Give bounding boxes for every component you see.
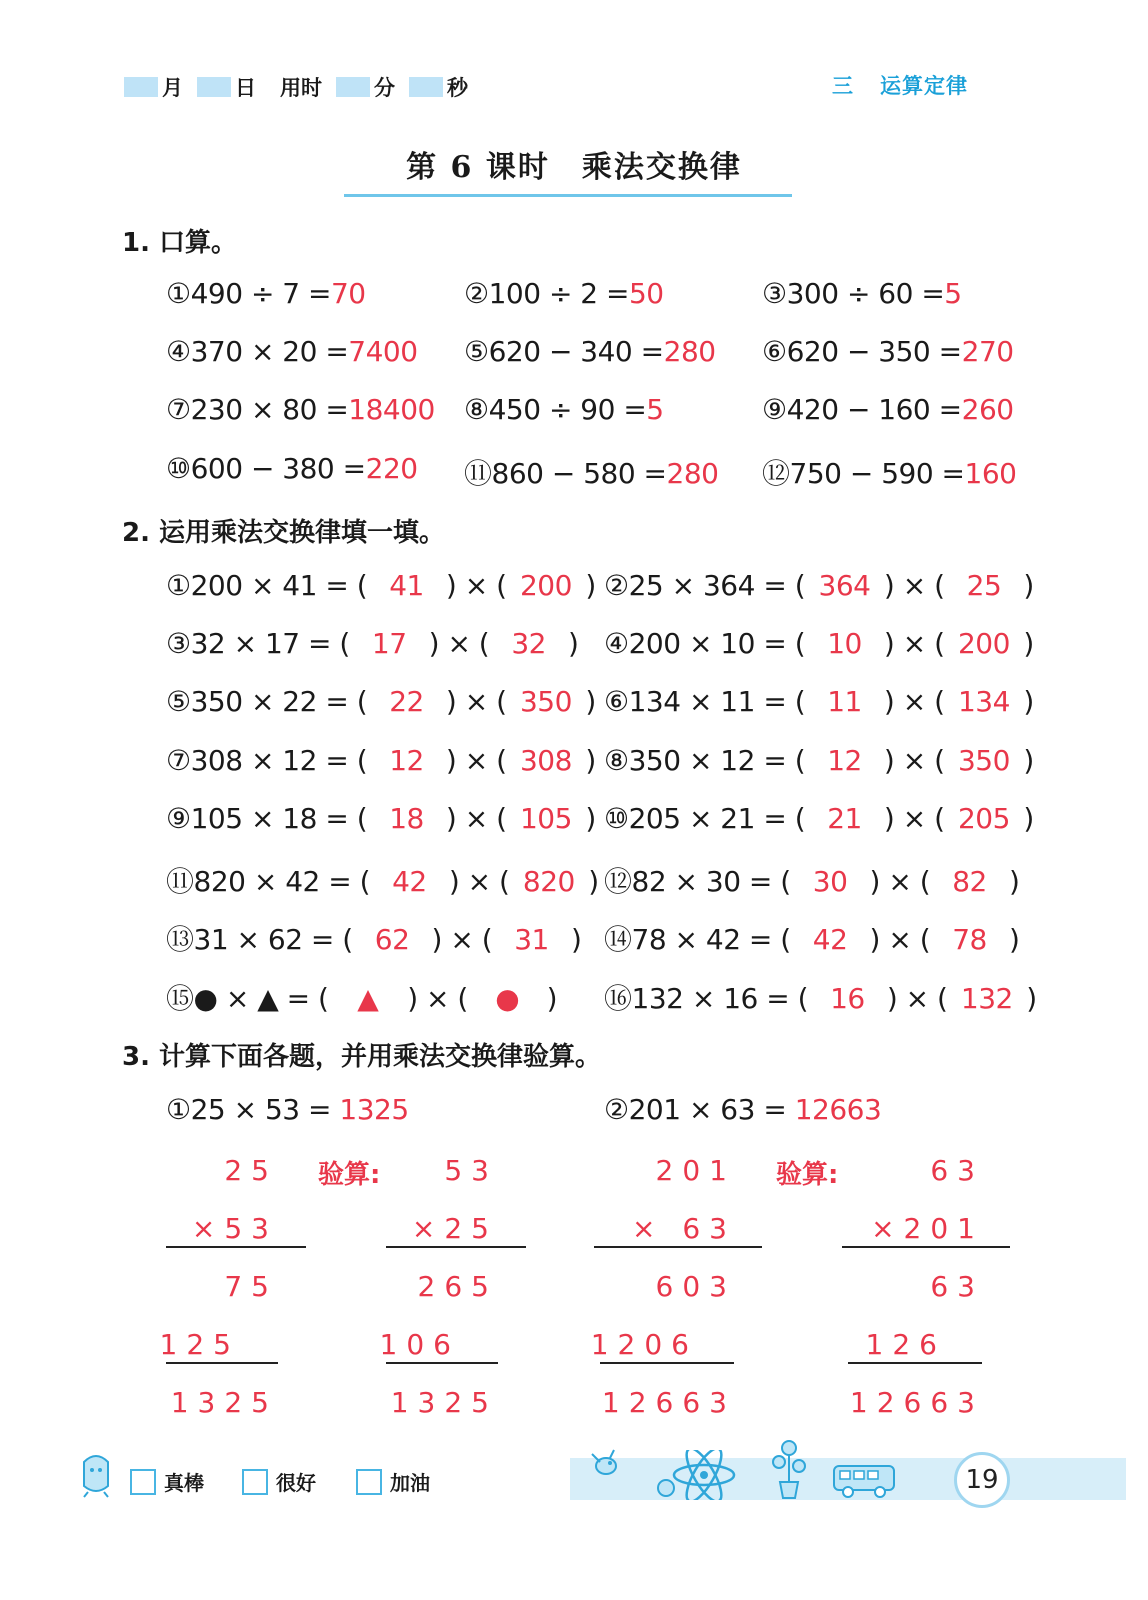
q2-item [604, 802, 1034, 835]
vertical-result-3: 12663 [849, 1386, 984, 1419]
q2-item [166, 569, 596, 602]
q1-question: ⑪860 − 580 = [464, 457, 667, 490]
q1-answer[interactable]: 270 [961, 335, 1014, 368]
q1-answer[interactable]: 70 [330, 277, 366, 310]
open-paren: ( [348, 802, 376, 835]
q3-problem-2 [604, 1093, 881, 1126]
vertical-p1-0: 75 [224, 1270, 278, 1303]
q2-answer-second[interactable]: 82 [952, 865, 987, 898]
vertical-top-1: 53 [444, 1154, 498, 1187]
open-paren: ( [348, 685, 376, 718]
q2-answer-first[interactable]: 41 [389, 569, 424, 602]
q1-item [166, 335, 418, 368]
q3-heading: 3. 计算下面各题，并用乘法交换律验算。 [122, 1042, 602, 1072]
q1-answer[interactable]: 7400 [348, 335, 418, 368]
bird-icon [588, 1446, 624, 1484]
q1-item [166, 393, 435, 426]
vertical-rule-1 [842, 1246, 1010, 1248]
q2-item [166, 627, 578, 660]
times-between-parens: ) × ( [878, 982, 956, 1015]
vertical-p2-2: 1206 [590, 1328, 698, 1361]
open-paren: ( [786, 744, 814, 777]
q3-problem-2-question: ②201 × 63 = [604, 1093, 787, 1126]
vertical-multiplier-3: ×201 [871, 1212, 984, 1245]
vertical-rule-2 [386, 1362, 498, 1364]
open-paren: ( [786, 802, 814, 835]
close-paren: ) [1014, 744, 1034, 777]
close-paren: ) [576, 744, 596, 777]
open-paren: ( [771, 923, 800, 956]
q3-problem-1-question: ①25 × 53 = [166, 1093, 331, 1126]
seconds-label: 秒 [447, 76, 468, 100]
q1-item [762, 393, 1014, 426]
q2-item [166, 918, 581, 958]
close-paren: ) [576, 569, 596, 602]
q1-answer[interactable]: 5 [646, 393, 664, 426]
q2-item [604, 977, 1037, 1017]
vertical-rule-1 [386, 1246, 526, 1248]
close-paren: ) [1014, 685, 1034, 718]
vertical-top-3: 63 [930, 1154, 984, 1187]
close-paren: ) [579, 865, 599, 898]
q1-question: ④370 × 20 = [166, 335, 349, 368]
close-paren: ) [1014, 569, 1034, 602]
vertical-p2-0: 125 [159, 1328, 240, 1361]
open-paren: ( [309, 982, 337, 1015]
q2-answer-first[interactable]: 12 [827, 744, 862, 777]
times-between-parens: ) × ( [861, 865, 939, 898]
q2-answer-first[interactable]: 21 [827, 802, 862, 835]
q2-answer-second[interactable]: 350 [519, 685, 572, 718]
q3-problem-1-answer[interactable]: 1325 [339, 1093, 409, 1126]
q2-item [604, 860, 1019, 900]
q2-question: ⑪820 × 42 = [166, 865, 352, 898]
lesson-title: 第 6 课时 乘法交换律 [406, 150, 742, 185]
vertical-rule-2 [166, 1362, 278, 1364]
q3-problem-2-answer[interactable]: 12663 [794, 1093, 882, 1126]
open-paren: ( [330, 627, 359, 660]
q1-item [762, 452, 1016, 492]
q2-answer-first[interactable]: 22 [389, 685, 424, 718]
month-blank[interactable] [124, 77, 158, 97]
open-paren: ( [348, 569, 376, 602]
q1-answer[interactable]: 220 [365, 452, 418, 485]
close-paren: ) [1000, 865, 1020, 898]
q1-item [464, 452, 718, 492]
vertical-p1-3: 63 [930, 1270, 984, 1303]
seconds-blank[interactable] [409, 77, 443, 97]
q2-question: ⑧350 × 12 = [604, 744, 787, 777]
q2-item [166, 685, 596, 718]
times-between-parens: ) × ( [437, 802, 515, 835]
rating-keep-going-checkbox[interactable] [356, 1469, 382, 1495]
close-paren: ) [1014, 802, 1034, 835]
times-between-parens: ) × ( [875, 627, 953, 660]
q1-item [464, 335, 716, 368]
check-label-2: 验算: [776, 1160, 839, 1190]
open-paren: ( [348, 744, 376, 777]
q2-item [604, 744, 1034, 777]
q2-answer-first[interactable]: 42 [812, 923, 848, 956]
q1-item [464, 393, 664, 426]
times-between-parens: ) × ( [875, 744, 953, 777]
q1-question: ⑦230 × 80 = [166, 393, 349, 426]
q2-item [166, 860, 599, 900]
close-paren: ) [562, 923, 582, 956]
q2-item [604, 685, 1034, 718]
q1-answer[interactable]: 280 [666, 457, 719, 490]
times-between-parens: ) × ( [423, 923, 501, 956]
q1-item [464, 277, 664, 310]
open-paren: ( [786, 627, 814, 660]
vertical-rule-1 [594, 1246, 762, 1248]
month-label: 月 [162, 76, 183, 100]
q2-answer-first[interactable]: 62 [374, 923, 410, 956]
q2-answer-first[interactable]: 17 [371, 627, 407, 660]
vertical-rule-2 [600, 1362, 734, 1364]
q2-answer-first[interactable]: 16 [830, 982, 865, 1015]
times-between-parens: ) × ( [875, 685, 953, 718]
times-between-parens: ) × ( [875, 569, 953, 602]
bus-icon [832, 1462, 896, 1504]
q2-answer-first[interactable]: 42 [392, 865, 427, 898]
vertical-rule-2 [848, 1362, 982, 1364]
vertical-multiplier-1: ×25 [411, 1212, 498, 1245]
q2-item [604, 627, 1034, 660]
q2-question: ⑬31 × 62 = [166, 923, 334, 956]
close-paren: ) [576, 685, 596, 718]
mascot-icon [76, 1452, 116, 1502]
q1-answer[interactable]: 260 [961, 393, 1014, 426]
q1-question: ⑤620 − 340 = [464, 335, 664, 368]
close-paren: ) [1000, 923, 1020, 956]
q2-answer-first[interactable]: 11 [827, 685, 862, 718]
rating-great-checkbox[interactable] [130, 1469, 156, 1495]
q2-item [166, 802, 596, 835]
vertical-multiplier-0: ×53 [191, 1212, 278, 1245]
atom-icon [654, 1450, 738, 1504]
q2-answer-second[interactable]: 31 [514, 923, 549, 956]
q2-question: ②25 × 364 = [604, 569, 787, 602]
open-paren: ( [786, 569, 814, 602]
open-paren: ( [351, 865, 379, 898]
plant-icon [770, 1438, 808, 1504]
chapter-title: 运算定律 [880, 74, 968, 98]
q1-question: ⑥620 − 350 = [762, 335, 962, 368]
rating-good-checkbox[interactable] [242, 1469, 268, 1495]
q1-answer[interactable]: 160 [964, 457, 1017, 490]
q1-question: ⑨420 − 160 = [762, 393, 962, 426]
rating-great[interactable] [130, 1467, 204, 1496]
title-underline [344, 194, 792, 197]
q1-question: ②100 ÷ 2 = [464, 277, 629, 310]
close-paren: ) [1014, 627, 1034, 660]
q2-question: ⑥134 × 11 = [604, 685, 787, 718]
check-label-1: 验算: [318, 1160, 381, 1190]
q2-answer-second[interactable]: 308 [519, 744, 572, 777]
q2-question: ⑫82 × 30 = [604, 865, 772, 898]
q2-question: ④200 × 10 = [604, 627, 787, 660]
vertical-p2-1: 106 [379, 1328, 460, 1361]
date-time-header [124, 72, 482, 102]
open-paren: ( [771, 865, 800, 898]
vertical-top-0: 25 [224, 1154, 278, 1187]
q2-question: ⑦308 × 12 = [166, 744, 349, 777]
q2-answer-second[interactable]: 200 [519, 569, 572, 602]
open-paren: ( [333, 923, 362, 956]
open-paren: ( [789, 982, 817, 1015]
q1-heading: 1. 口算。 [122, 228, 238, 258]
page-number: 19 [954, 1452, 1010, 1508]
times-between-parens: ) × ( [437, 569, 515, 602]
q2-answer-first[interactable]: 10 [827, 627, 862, 660]
minutes-label: 分 [374, 76, 395, 100]
q2-heading: 2. 运用乘法交换律填一填。 [122, 518, 446, 548]
vertical-result-2: 12663 [601, 1386, 736, 1419]
vertical-result-0: 1325 [170, 1386, 278, 1419]
q2-question: ①200 × 41 = [166, 569, 349, 602]
rating-keep-going-label: 加油 [390, 1471, 430, 1495]
q2-item [166, 977, 557, 1017]
q2-answer-second[interactable]: 32 [511, 627, 546, 660]
q2-answer-second[interactable]: 78 [952, 923, 987, 956]
q2-item [604, 569, 1034, 602]
q1-answer[interactable]: 5 [944, 277, 962, 310]
q2-answer-second[interactable]: 105 [519, 802, 572, 835]
day-label: 日 [235, 76, 256, 100]
q2-answer-second[interactable]: 25 [966, 569, 1002, 602]
q2-answer-first[interactable]: ▲ [357, 982, 379, 1015]
q2-item [166, 744, 596, 777]
q2-answer-first[interactable]: 18 [389, 802, 424, 835]
day-blank[interactable] [197, 77, 231, 97]
vertical-result-1: 1325 [390, 1386, 498, 1419]
q1-question: ⑫750 − 590 = [762, 457, 965, 490]
q1-item [762, 335, 1014, 368]
time-used-label: 用时 [280, 76, 322, 100]
rating-good-label: 很好 [276, 1471, 316, 1495]
q2-question: ⑩205 × 21 = [604, 802, 787, 835]
times-between-parens: ) × ( [440, 865, 518, 898]
q1-answer[interactable]: 50 [628, 277, 664, 310]
times-between-parens: ) × ( [861, 923, 939, 956]
q2-question: ⑯132 × 16 = [604, 982, 790, 1015]
q2-item [604, 918, 1019, 958]
close-paren: ) [559, 627, 579, 660]
q3-problem-1 [166, 1093, 409, 1126]
rating-keep-going[interactable] [356, 1467, 430, 1496]
q2-answer-first[interactable]: 364 [818, 569, 871, 602]
q1-question: ⑩600 − 380 = [166, 452, 366, 485]
close-paren: ) [538, 982, 558, 1015]
times-between-parens: ) × ( [398, 982, 477, 1015]
q2-question: ⑨105 × 18 = [166, 802, 349, 835]
q1-item [166, 277, 366, 310]
vertical-multiplier-2: × 63 [632, 1212, 736, 1245]
vertical-p1-1: 265 [417, 1270, 498, 1303]
q1-question: ③300 ÷ 60 = [762, 277, 945, 310]
vertical-p1-2: 603 [655, 1270, 736, 1303]
vertical-p2-3: 126 [865, 1328, 946, 1361]
rating-great-label: 真棒 [164, 1471, 204, 1495]
times-between-parens: ) × ( [420, 627, 498, 660]
q1-answer[interactable]: 18400 [348, 393, 435, 426]
q1-item [762, 277, 962, 310]
vertical-top-2: 201 [655, 1154, 736, 1187]
q2-answer-second[interactable]: 134 [957, 685, 1010, 718]
q2-answer-second[interactable]: 820 [522, 865, 575, 898]
q2-answer-first[interactable]: 12 [389, 744, 424, 777]
q2-question: ⑤350 × 22 = [166, 685, 349, 718]
q1-question: ⑧450 ÷ 90 = [464, 393, 647, 426]
rating-good[interactable] [242, 1467, 316, 1496]
q2-answer-first[interactable]: 30 [812, 865, 848, 898]
vertical-rule-1 [166, 1246, 306, 1248]
times-between-parens: ) × ( [437, 685, 515, 718]
q2-question: ③32 × 17 = [166, 627, 331, 660]
q2-answer-second[interactable]: 205 [957, 802, 1010, 835]
close-paren: ) [1017, 982, 1037, 1015]
q2-question: ⑭78 × 42 = [604, 923, 772, 956]
open-paren: ( [786, 685, 814, 718]
q2-answer-second[interactable]: ● [495, 982, 520, 1015]
q2-answer-second[interactable]: 350 [957, 744, 1010, 777]
times-between-parens: ) × ( [437, 744, 515, 777]
q1-question: ①490 ÷ 7 = [166, 277, 331, 310]
q2-answer-second[interactable]: 200 [957, 627, 1010, 660]
chapter-tag [832, 70, 968, 100]
q1-answer[interactable]: 280 [663, 335, 716, 368]
q1-item [166, 452, 418, 485]
q2-answer-second[interactable]: 132 [960, 982, 1013, 1015]
close-paren: ) [576, 802, 596, 835]
times-between-parens: ) × ( [875, 802, 953, 835]
q2-question: ⑮● × ▲ = [166, 982, 310, 1015]
minutes-blank[interactable] [336, 77, 370, 97]
chapter-number: 三 [832, 74, 854, 98]
